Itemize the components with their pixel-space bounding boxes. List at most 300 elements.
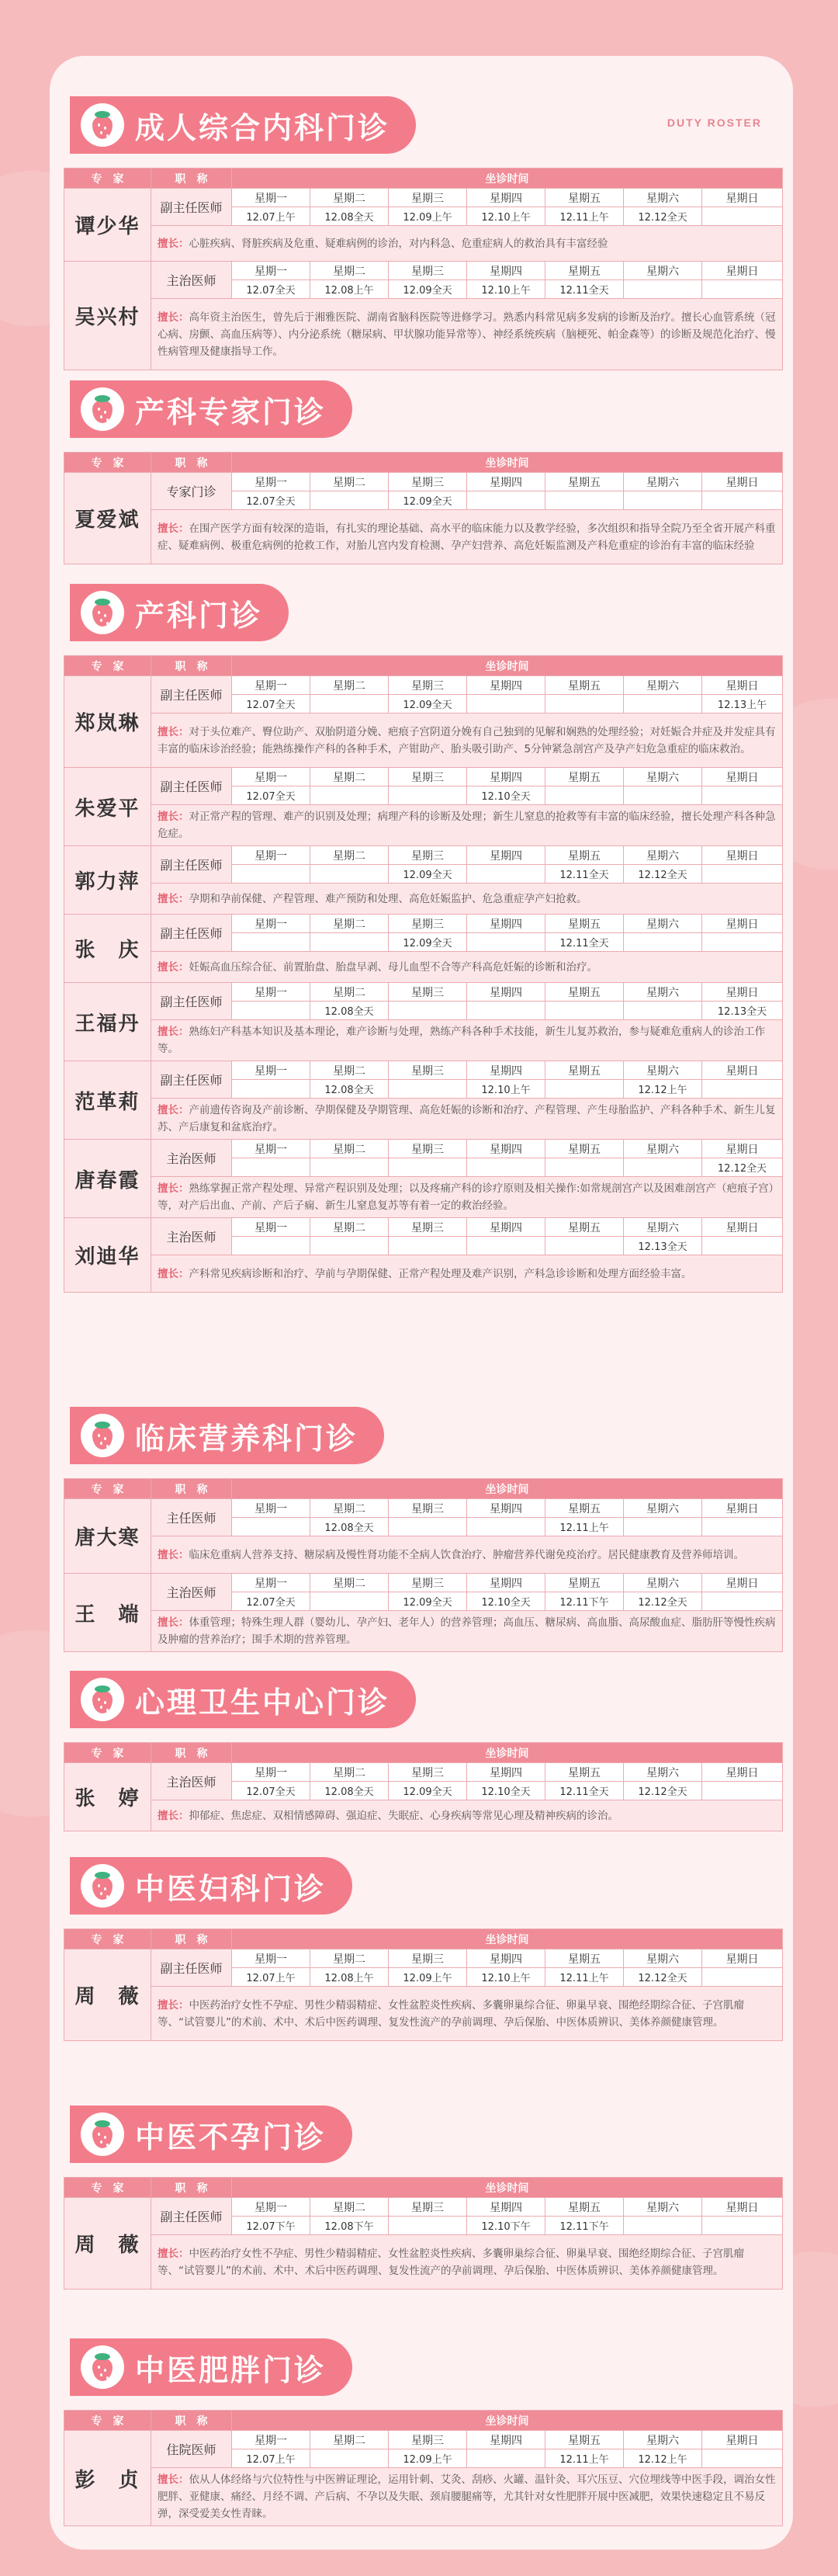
title-header: 职 称 [151,1929,232,1949]
leaf-icon [95,1686,110,1692]
weekday-label: 星期四 [467,1949,545,1968]
schedule-slot: 12.07上午 [232,1968,310,1987]
weekday-label: 星期六 [624,915,702,933]
schedule-slot [624,786,702,805]
schedule-slot: 12.12上午 [624,2449,702,2468]
skill-text: 对正常产程的管理、难产的识别及处理；病理产科的诊断及处理；新生儿窒息的抢救等有丰富的临床经验，擅长处理产科各种急危症。 [158,811,776,840]
schedule-slot: 12.07下午 [232,2217,310,2235]
schedule-slot [467,1518,545,1536]
weekday-row [64,1574,783,1592]
schedule-slot [467,933,545,952]
skill-label: 擅长： [158,1267,189,1280]
weekday-label: 星期四 [467,1140,545,1158]
weekday-label: 星期六 [624,768,702,786]
schedule-slot [310,786,389,805]
skill-text: 产科常见疾病诊断和治疗、孕前与孕期保健、正常产程处理及难产识别，产科急诊诊断和处理方面经验丰富。 [189,1267,692,1280]
doctor-skill [151,226,783,262]
weekday-label: 星期日 [702,768,783,786]
schedule-slot: 12.09全天 [389,933,467,952]
schedule-slot: 12.10上午 [467,207,545,226]
schedule-table [64,2410,783,2526]
weekday-row [64,1949,783,1968]
schedule-table [64,2177,783,2290]
weekday-label: 星期二 [310,1763,389,1782]
weekday-label: 星期一 [232,262,310,280]
skill-row [64,510,783,564]
schedule-slot [545,1237,624,1255]
title-header: 职 称 [151,2411,232,2431]
schedule-slot [545,695,624,713]
schedule-slot [624,1158,702,1177]
weekday-label: 星期日 [702,676,783,695]
doctor-skill [151,299,783,370]
skill-text: 妊娠高血压综合征、前置胎盘、胎盘早剥、母儿血型不合等产科高危妊娠的诊断和治疗。 [189,960,597,974]
skill-label: 擅长： [158,1616,189,1629]
skill-row [64,1536,783,1574]
weekday-label: 星期二 [310,189,389,207]
weekday-label: 星期二 [310,1574,389,1592]
schedule-slot [389,1237,467,1255]
schedule-slot: 12.11全天 [545,1782,624,1800]
weekday-label: 星期五 [545,1949,624,1968]
doctor-title: 主治医师 [151,1218,232,1255]
schedule-slot [702,207,783,226]
weekday-label: 星期五 [545,262,624,280]
leaf-icon [95,1872,110,1879]
doctor-skill [151,1020,783,1061]
doctor-name: 唐大寒 [64,1499,151,1574]
weekday-label: 星期六 [624,1574,702,1592]
doctor-name: 郑岚琳 [64,676,151,768]
schedule-slot [467,865,545,884]
weekday-label: 星期四 [467,915,545,933]
weekday-label: 星期一 [232,768,310,786]
schedule-slot [702,1592,783,1611]
skill-row [64,299,783,370]
department-name: 中医肥胖门诊 [135,2352,327,2387]
doctor-title: 副主任医师 [151,768,232,805]
weekday-label: 星期日 [702,2431,783,2449]
doctor-name: 张 婷 [64,1763,151,1831]
weekday-label: 星期二 [310,1218,389,1237]
schedule-slot: 12.11上午 [545,1518,624,1536]
weekday-label: 星期五 [545,1763,624,1782]
leaf-icon [95,2353,110,2360]
schedule-slot [310,1158,389,1177]
doctor-name: 周 薇 [64,2198,151,2290]
weekday-label: 星期五 [545,189,624,207]
schedule-slot [310,1592,389,1611]
doctor-name: 刘迪华 [64,1218,151,1293]
schedule-slot: 12.11全天 [545,280,624,299]
skill-text: 临床危重病人营养支持、糖尿病及慢性肾功能不全病人饮食治疗、肿瘤营养代谢免疫治疗。居民健康教育及营养师培训。 [189,1548,744,1561]
weekday-label: 星期三 [389,1763,467,1782]
weekday-label: 星期五 [545,768,624,786]
weekday-label: 星期二 [310,768,389,786]
schedule-slot: 12.12全天 [624,1782,702,1800]
schedule-slot: 12.10上午 [467,280,545,299]
weekday-row [64,2198,783,2217]
doctor-name: 王福丹 [64,983,151,1061]
schedule-slot: 12.09全天 [389,280,467,299]
weekday-label: 星期一 [232,676,310,695]
strawberry-icon [81,1678,124,1721]
expert-header: 专 家 [64,453,151,473]
weekday-label: 星期四 [467,2431,545,2449]
schedule-slot [389,2217,467,2235]
schedule-table [64,655,783,1293]
schedule-slot [232,865,310,884]
schedule-slot: 12.07全天 [232,695,310,713]
schedule-slot: 12.10上午 [467,1080,545,1099]
skill-label: 擅长： [158,1182,189,1195]
weekday-label: 星期日 [702,1949,783,1968]
weekday-label: 星期六 [624,1140,702,1158]
weekday-label: 星期三 [389,2431,467,2449]
schedule-slot [624,695,702,713]
weekday-label: 星期六 [624,2198,702,2217]
time-header: 坐诊时间 [232,1929,783,1949]
schedule-slot [624,2217,702,2235]
schedule-slot [702,280,783,299]
doctor-title: 副主任医师 [151,846,232,884]
weekday-label: 星期二 [310,983,389,1002]
schedule-slot: 12.10下午 [467,2217,545,2235]
schedule-slot: 12.09上午 [389,2449,467,2468]
department-title [70,2338,352,2396]
weekday-label: 星期三 [389,1218,467,1237]
doctor-name: 张 庆 [64,915,151,983]
weekday-label: 星期三 [389,473,467,491]
schedule-slot [624,933,702,952]
skill-label: 擅长： [158,2474,189,2486]
skill-label: 擅长： [158,311,189,324]
expert-header: 专 家 [64,168,151,189]
weekday-label: 星期四 [467,1499,545,1518]
schedule-slot [310,491,389,510]
weekday-label: 星期日 [702,189,783,207]
schedule-slot: 12.10全天 [467,1782,545,1800]
schedule-slot [467,1237,545,1255]
skill-text: 依从人体经络与穴位特性与中医辨证理论，运用针刺、艾灸、刮痧、火罐、温针灸、耳穴压豆、穴位埋线等中医手段，调治女性肥胖、亚健康、痛经、月经不调、产后病、不孕以及失眠、颈肩腰腿痛等，尤其针对女性肥胖开展中医减肥，效果快速稳定且不易反弹，深受爱美女性青睐。 [158,2474,776,2520]
weekday-label: 星期四 [467,846,545,865]
doctor-name: 唐春霞 [64,1140,151,1218]
title-header: 职 称 [151,656,232,676]
schedule-slot: 12.08全天 [310,1002,389,1020]
weekday-label: 星期四 [467,676,545,695]
time-header: 坐诊时间 [232,656,783,676]
weekday-label: 星期二 [310,262,389,280]
weekday-label: 星期三 [389,2198,467,2217]
skill-row [64,1987,783,2041]
weekday-label: 星期六 [624,189,702,207]
weekday-label: 星期二 [310,1140,389,1158]
weekday-label: 星期日 [702,2198,783,2217]
weekday-label: 星期三 [389,1574,467,1592]
schedule-slot [702,1968,783,1987]
schedule-slot [702,1518,783,1536]
roster-label: DUTY ROSTER [667,116,762,129]
schedule-slot [310,865,389,884]
doctor-title: 副主任医师 [151,189,232,226]
doctor-skill [151,510,783,564]
schedule-slot [389,786,467,805]
schedule-slot [467,695,545,713]
schedule-slot [702,786,783,805]
weekday-label: 星期二 [310,1949,389,1968]
schedule-table [64,168,783,370]
schedule-slot: 12.13全天 [702,1002,783,1020]
schedule-slot: 12.10全天 [467,786,545,805]
department-title [70,1407,384,1464]
schedule-slot [232,1518,310,1536]
schedule-slot [467,2449,545,2468]
department-name: 中医妇科门诊 [135,1871,327,1906]
leaf-icon [95,111,110,118]
skill-text: 中医药治疗女性不孕症、男性少精弱精症、女性盆腔炎性疾病、多囊卵巢综合征、卵巢早衰、围绝经期综合征、子宫肌瘤等、“试管婴儿”的术前、术中、术后中医药调理、复发性流产的孕前调理、孕后保胎、中医体质辨识、美体养颜健康管理。 [158,2247,744,2277]
schedule-table [64,452,783,564]
doctor-title: 专家门诊 [151,473,232,510]
schedule-slot [545,491,624,510]
schedule-slot: 12.11上午 [545,207,624,226]
schedule-slot: 12.08上午 [310,280,389,299]
doctor-title: 主治医师 [151,1763,232,1800]
weekday-label: 星期三 [389,915,467,933]
doctor-name: 范革莉 [64,1061,151,1140]
header-row [64,2411,783,2431]
skill-row [64,226,783,262]
header-row [64,1479,783,1499]
schedule-slot: 12.08全天 [310,1782,389,1800]
weekday-label: 星期三 [389,1061,467,1080]
weekday-label: 星期三 [389,262,467,280]
title-header: 职 称 [151,2178,232,2198]
schedule-slot [624,1518,702,1536]
schedule-slot: 12.08上午 [310,1968,389,1987]
schedule-slot: 12.11全天 [545,933,624,952]
weekday-row [64,1218,783,1237]
schedule-slot: 12.07全天 [232,1782,310,1800]
schedule-slot [467,1158,545,1177]
doctor-name: 彭 贞 [64,2431,151,2526]
skill-text: 熟练掌握正常产程处理、异常产程识别及处理；以及疼痛产科的诊疗原则及相关操作:如常规剖宫产以及困难剖宫产（疤痕子宫）等，对产后出血、产前、产后子痫、新生儿窒息复苏等有着一定的救治经验。 [158,1182,774,1212]
doctor-skill [151,1177,783,1218]
strawberry-icon [81,591,124,634]
schedule-slot: 12.09全天 [389,1592,467,1611]
weekday-label: 星期二 [310,2431,389,2449]
weekday-label: 星期五 [545,2431,624,2449]
doctor-title: 副主任医师 [151,2198,232,2235]
schedule-slot: 12.09上午 [389,207,467,226]
weekday-label: 星期五 [545,1574,624,1592]
skill-row [64,952,783,983]
header-row [64,656,783,676]
weekday-label: 星期五 [545,915,624,933]
weekday-row [64,1140,783,1158]
weekday-label: 星期二 [310,2198,389,2217]
schedule-slot [702,1237,783,1255]
schedule-slot: 12.12全天 [624,865,702,884]
doctor-title: 副主任医师 [151,983,232,1020]
doctor-name: 郭力萍 [64,846,151,915]
weekday-label: 星期二 [310,473,389,491]
skill-text: 心脏疾病、肾脏疾病及危重、疑难病例的诊治，对内科急、危重症病人的救治具有丰富经验 [189,237,608,250]
weekday-label: 星期一 [232,1061,310,1080]
department-title [70,380,352,438]
title-header: 职 称 [151,1479,232,1499]
weekday-label: 星期六 [624,1949,702,1968]
strawberry-icon [81,1414,124,1457]
schedule-slot [702,933,783,952]
header-row [64,453,783,473]
weekday-label: 星期二 [310,676,389,695]
schedule-slot [545,786,624,805]
doctor-skill [151,2235,783,2290]
schedule-slot [310,2449,389,2468]
weekday-label: 星期二 [310,915,389,933]
schedule-slot: 12.09全天 [389,491,467,510]
schedule-slot: 12.12全天 [624,1968,702,1987]
time-header: 坐诊时间 [232,2411,783,2431]
weekday-label: 星期一 [232,983,310,1002]
doctor-skill [151,1536,783,1574]
expert-header: 专 家 [64,2178,151,2198]
weekday-label: 星期一 [232,2198,310,2217]
schedule-slot [232,1237,310,1255]
skill-row [64,884,783,915]
department-name: 成人综合内科门诊 [135,110,390,145]
weekday-label: 星期四 [467,189,545,207]
schedule-slot: 12.12全天 [702,1158,783,1177]
schedule-slot [624,280,702,299]
weekday-label: 星期六 [624,262,702,280]
header-row [64,2178,783,2198]
weekday-row [64,2431,783,2449]
weekday-label: 星期四 [467,768,545,786]
skill-row [64,805,783,846]
department-title [70,96,416,154]
strawberry-icon [81,1864,124,1908]
skill-text: 体重管理；特殊生理人群（婴幼儿、孕产妇、老年人）的营养管理；高血压、糖尿病、高血脂、高尿酸血症、脂肪肝等慢性疾病及肿瘤的营养治疗；围手术期的营养管理。 [158,1616,776,1646]
schedule-slot [702,1782,783,1800]
schedule-slot: 12.11上午 [545,2449,624,2468]
weekday-label: 星期四 [467,983,545,1002]
weekday-label: 星期日 [702,1140,783,1158]
skill-row [64,1177,783,1218]
skill-text: 抑郁症、焦虑症、双相情感障碍、强迫症、失眠症、心身疾病等常见心理及精神疾病的诊治。 [189,1809,618,1822]
schedule-slot: 12.12全天 [624,1592,702,1611]
weekday-label: 星期一 [232,1499,310,1518]
weekday-label: 星期三 [389,1949,467,1968]
schedule-slot: 12.11下午 [545,1592,624,1611]
skill-row [64,1800,783,1831]
weekday-label: 星期六 [624,473,702,491]
schedule-slot [702,491,783,510]
weekday-label: 星期五 [545,1218,624,1237]
weekday-label: 星期四 [467,1574,545,1592]
doctor-skill [151,884,783,915]
schedule-slot [702,2449,783,2468]
weekday-label: 星期五 [545,1499,624,1518]
schedule-slot: 12.07全天 [232,280,310,299]
skill-label: 擅长： [158,811,189,823]
weekday-label: 星期二 [310,1499,389,1518]
department-title [70,1671,416,1728]
skill-row [64,713,783,768]
expert-header: 专 家 [64,1479,151,1499]
doctor-title: 主任医师 [151,1499,232,1536]
schedule-slot [389,1002,467,1020]
schedule-slot: 12.10全天 [467,1592,545,1611]
weekday-label: 星期一 [232,846,310,865]
leaf-icon [95,1422,110,1429]
skill-label: 擅长： [158,1809,189,1822]
doctor-title: 副主任医师 [151,1061,232,1099]
weekday-label: 星期六 [624,846,702,865]
schedule-slot: 12.11下午 [545,2217,624,2235]
expert-header: 专 家 [64,1929,151,1949]
strawberry-icon [81,2345,124,2389]
doctor-name: 谭少华 [64,189,151,262]
weekday-label: 星期日 [702,1061,783,1080]
skill-label: 擅长： [158,892,189,905]
weekday-row [64,189,783,207]
weekday-label: 星期一 [232,1763,310,1782]
weekday-label: 星期四 [467,2198,545,2217]
weekday-row [64,473,783,491]
schedule-table [64,1478,783,1652]
weekday-row [64,915,783,933]
skill-label: 擅长： [158,1548,189,1561]
skill-label: 擅长： [158,725,189,738]
roster-card [50,56,793,2550]
schedule-slot [624,491,702,510]
doctor-name: 夏爱斌 [64,473,151,564]
title-header: 职 称 [151,1743,232,1763]
strawberry-icon [81,387,124,431]
weekday-label: 星期三 [389,846,467,865]
time-header: 坐诊时间 [232,2178,783,2198]
weekday-label: 星期六 [624,676,702,695]
doctor-name: 朱爱平 [64,768,151,846]
weekday-label: 星期五 [545,846,624,865]
skill-row [64,2235,783,2290]
weekday-label: 星期六 [624,1061,702,1080]
weekday-label: 星期五 [545,473,624,491]
skill-text: 产前遗传咨询及产前诊断、孕期保健及孕期管理、高危妊娠的诊断和治疗、产程管理、产生母胎监护、产科各种手术、新生儿复苏、产后康复和盆底治疗。 [158,1104,776,1134]
skill-label: 擅长： [158,960,189,974]
skill-label: 擅长： [158,1104,189,1116]
weekday-label: 星期二 [310,846,389,865]
weekday-row [64,1763,783,1782]
schedule-slot [702,2217,783,2235]
weekday-label: 星期日 [702,1499,783,1518]
department-name: 心理卫生中心门诊 [135,1685,390,1720]
doctor-title: 主治医师 [151,1574,232,1611]
schedule-slot [702,1080,783,1099]
skill-text: 高年资主治医生，曾先后于湘雅医院、湖南省脑科医院等进修学习。熟悉内科常见病多发病的诊断及治疗。擅长心血管系统（冠心病、房颤、高血压病等）、内分泌系统（糖尿病、甲状腺功能异常等）、神经系统疾病（脑梗死、帕金森等）的诊断及规范化治疗、慢性病管理及健康指导工作。 [158,311,776,358]
schedule-slot: 12.08全天 [310,207,389,226]
weekday-label: 星期五 [545,2198,624,2217]
skill-row [64,1611,783,1652]
time-header: 坐诊时间 [232,168,783,189]
weekday-label: 星期日 [702,915,783,933]
doctor-skill [151,1099,783,1140]
header-row [64,168,783,189]
header-row [64,1929,783,1949]
schedule-slot [467,491,545,510]
header-row [64,1743,783,1763]
